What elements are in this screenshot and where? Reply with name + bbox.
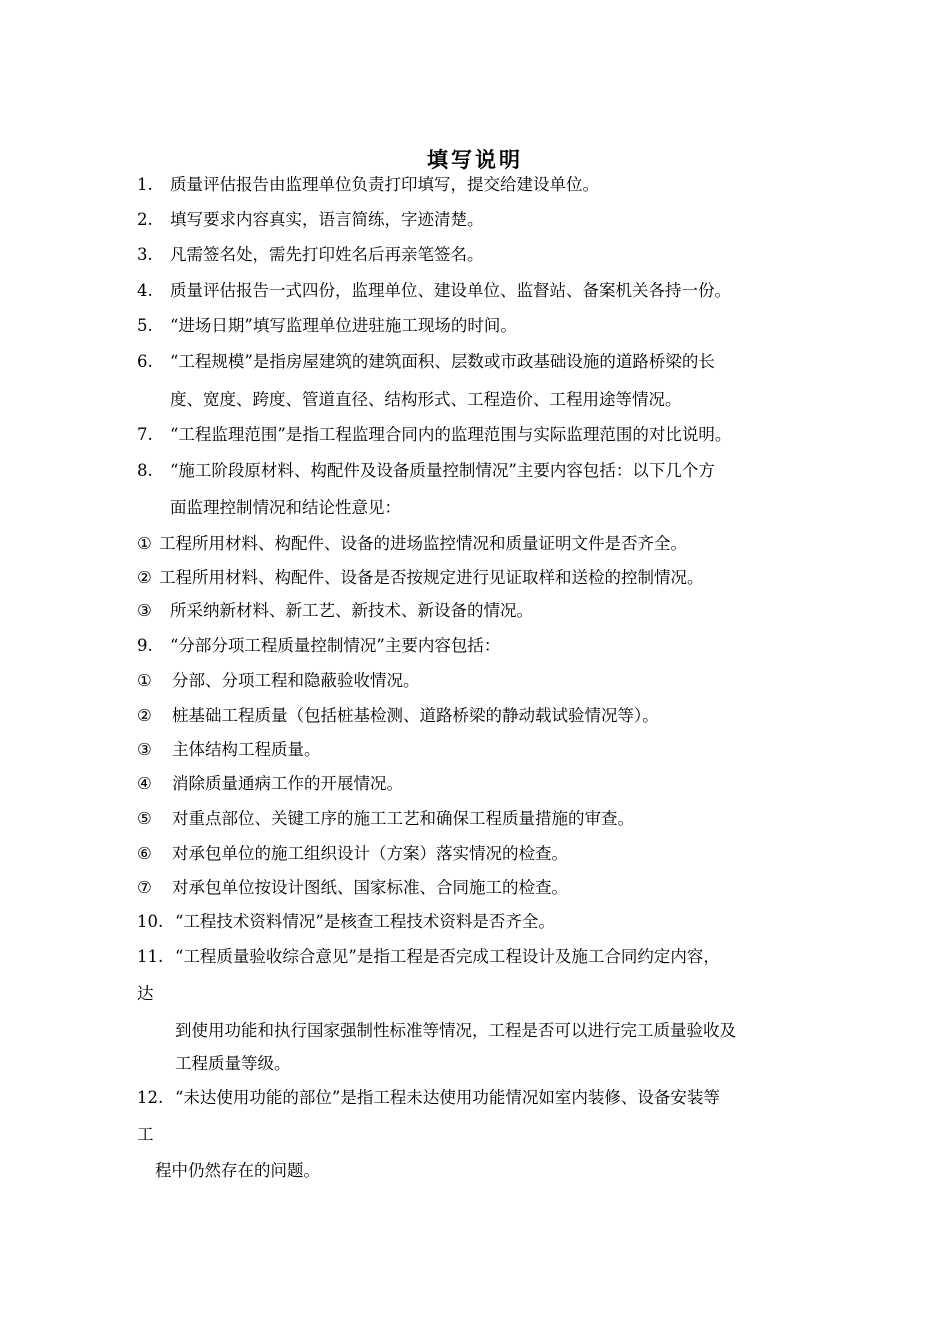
item-number: ⑦ <box>137 878 152 897</box>
list-item <box>137 635 500 657</box>
sub-item <box>137 670 420 692</box>
list-item <box>137 1087 720 1109</box>
list-item <box>137 460 715 482</box>
item-number: 12. <box>137 1088 164 1107</box>
item-number: 4. <box>137 281 153 300</box>
list-item-continuation <box>175 1053 291 1075</box>
item-text: 工程所用材料、构配件、设备的进场监控情况和质量证明文件是否齐全。 <box>159 534 687 553</box>
list-item-continuation <box>155 1160 320 1182</box>
list-item <box>137 424 731 446</box>
sub-item <box>137 533 687 555</box>
item-text: “工程质量验收综合意见”是指工程是否完成工程设计及施工合同约定内容， <box>175 947 720 966</box>
item-number: ④ <box>137 774 152 793</box>
item-text: 对承包单位按设计图纸、国家标准、合同施工的检查。 <box>172 878 568 897</box>
item-text: 达 <box>137 984 154 1003</box>
page-title: 填写说明 <box>427 147 523 172</box>
sub-item <box>137 739 321 761</box>
item-number: ③ <box>137 601 152 620</box>
item-text: 对重点部位、关键工序的施工工艺和确保工程质量措施的审查。 <box>172 809 634 828</box>
sub-item <box>137 808 634 830</box>
item-number: ⑤ <box>137 809 152 828</box>
item-text: 质量评估报告一式四份，监理单位、建设单位、监督站、备案机关各持一份。 <box>170 281 731 300</box>
list-item <box>137 946 720 968</box>
item-text: “未达使用功能的部位”是指工程未达使用功能情况如室内装修、设备安装等 <box>175 1088 720 1107</box>
item-number: ① <box>137 534 152 553</box>
list-item <box>137 244 484 266</box>
item-text: 对承包单位的施工组织设计（方案）落实情况的检查。 <box>172 844 568 863</box>
sub-item <box>137 600 533 622</box>
item-text: 消除质量通病工作的开展情况。 <box>172 774 403 793</box>
item-text: 度、宽度、跨度、管道直径、结构形式、工程造价、工程用途等情况。 <box>170 390 682 409</box>
item-number: 8. <box>137 461 153 480</box>
item-text: 所采纳新材料、新工艺、新技术、新设备的情况。 <box>170 601 533 620</box>
item-text: 质量评估报告由监理单位负责打印填写，提交给建设单位。 <box>170 175 599 194</box>
item-number: 11. <box>137 947 164 966</box>
list-item <box>137 209 484 231</box>
list-item-continuation <box>170 497 401 519</box>
item-number: 7. <box>137 425 153 444</box>
list-item-continuation <box>170 389 682 411</box>
item-text: “施工阶段原材料、构配件及设备质量控制情况”主要内容包括：以下几个方 <box>170 461 715 480</box>
item-text: “分部分项工程质量控制情况”主要内容包括： <box>170 636 501 655</box>
item-text: 工程所用材料、构配件、设备是否按规定进行见证取样和送检的控制情况。 <box>159 568 704 587</box>
item-number: 3. <box>137 245 153 264</box>
list-item-continuation <box>137 1124 154 1146</box>
item-number: ⑥ <box>137 844 152 863</box>
list-item <box>137 351 715 373</box>
item-number: 2. <box>137 210 153 229</box>
list-item-continuation <box>175 1020 736 1042</box>
sub-item <box>137 705 659 727</box>
list-item-continuation <box>137 983 154 1005</box>
list-item <box>137 174 599 196</box>
list-item <box>137 280 731 302</box>
item-text: “工程规模”是指房屋建筑的建筑面积、层数或市政基础设施的道路桥梁的长 <box>170 352 715 371</box>
item-text: 凡需签名处，需先打印姓名后再亲笔签名。 <box>170 245 484 264</box>
item-number: 9. <box>137 636 153 655</box>
item-number: ① <box>137 671 152 690</box>
item-text: 到使用功能和执行国家强制性标准等情况，工程是否可以进行完工质量验收及 <box>175 1021 736 1040</box>
item-text: “工程监理范围”是指工程监理合同内的监理范围与实际监理范围的对比说明。 <box>170 425 732 444</box>
item-number: 10. <box>137 912 164 931</box>
sub-item <box>137 567 704 589</box>
sub-item <box>137 773 403 795</box>
list-item <box>137 315 517 337</box>
item-number: ② <box>137 706 152 725</box>
item-text: 工 <box>137 1125 154 1144</box>
item-number: ② <box>137 568 152 587</box>
item-text: 主体结构工程质量。 <box>172 740 321 759</box>
item-text: “进场日期”填写监理单位进驻施工现场的时间。 <box>170 316 517 335</box>
item-text: 桩基础工程质量（包括桩基检测、道路桥梁的静动载试验情况等）。 <box>172 706 659 725</box>
sub-item <box>137 877 568 899</box>
item-text: 程中仍然存在的问题。 <box>155 1161 320 1180</box>
list-item <box>137 911 555 933</box>
item-number: ③ <box>137 740 152 759</box>
item-number: 6. <box>137 352 153 371</box>
item-text: 填写要求内容真实，语言简练，字迹清楚。 <box>170 210 484 229</box>
item-text: “工程技术资料情况”是核查工程技术资料是否齐全。 <box>175 912 555 931</box>
item-number: 5. <box>137 316 153 335</box>
item-number: 1. <box>137 175 153 194</box>
item-text: 分部、分项工程和隐蔽验收情况。 <box>172 671 420 690</box>
item-text: 面监理控制情况和结论性意见： <box>170 498 401 517</box>
sub-item <box>137 843 568 865</box>
item-text: 工程质量等级。 <box>175 1054 291 1073</box>
